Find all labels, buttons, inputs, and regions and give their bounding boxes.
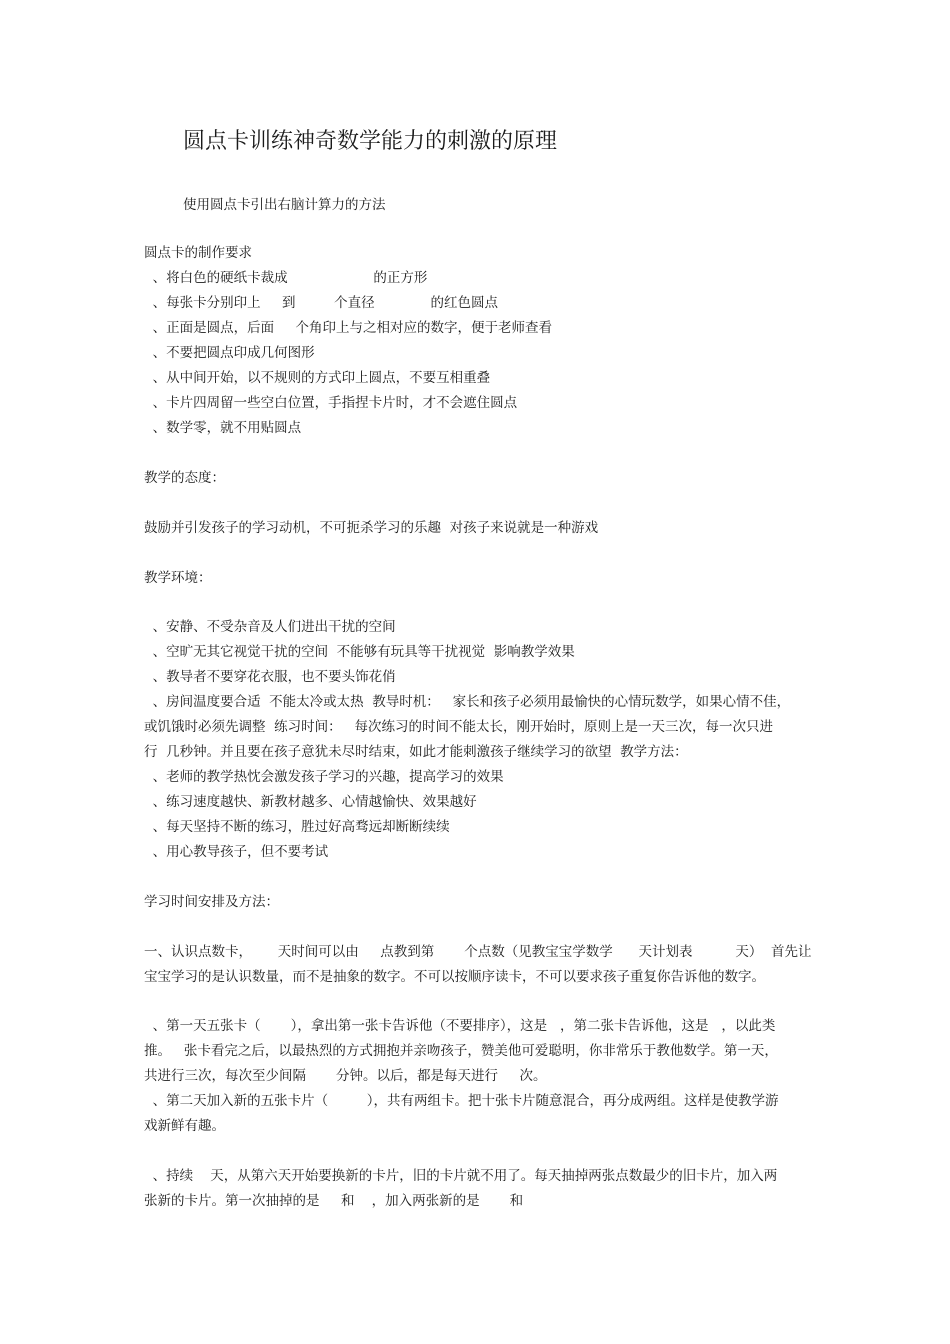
paragraph-line: 行 几秒钟。并且要在孩子意犹未尽时结束，如此才能刺激孩子继续学习的欲望 教学方法： [144,744,688,760]
paragraph: 鼓励并引发孩子的学习动机，不可扼杀学习的乐趣 对孩子来说就是一种游戏 [144,520,599,536]
list-item: 、每天坚持不断的练习，胜过好高骛远却断断续续 [144,819,450,835]
paragraph-line: 、第一天五张卡（ ），拿出第一张卡告诉他（不要排序），这是 ，第二张卡告诉他，这是 ，以此类 [144,1018,776,1034]
list-item: 、不要把圆点印成几何图形 [144,345,315,361]
paragraph-line: 共进行三次，每次至少间隔 分钟。以后，都是每天进行 次。 [144,1068,547,1084]
list-item: 、空旷无其它视觉干扰的空间 不能够有玩具等干扰视觉 影响教学效果 [144,644,575,660]
list-item: 、每张卡分别印上 到 个直径 的红色圆点 [144,295,498,311]
list-item: 、卡片四周留一些空白位置，手指捏卡片时，才不会遮住圆点 [144,395,518,411]
paragraph-line: 一、认识点数卡， 天时间可以由 点教到第 个点数（见教宝宝学数学 天计划表 天） 首先让 [144,944,812,960]
paragraph-line: 或饥饿时必须先调整 练习时间： 每次练习的时间不能太长，刚开始时，原则上是一天三次，每一次只进 [144,719,773,735]
heading-study-schedule: 学习时间安排及方法： [144,894,279,910]
list-item: 、房间温度要合适 不能太冷或太热 教导时机： 家长和孩子必须用最愉快的心情玩数学，如果心情不佳， [144,694,791,710]
paragraph-line: 、持续 天，从第六天开始要换新的卡片，旧的卡片就不用了。每天抽掉两张点数最少的旧卡片，加入两 [144,1168,778,1184]
list-item: 、老师的教学热忱会激发孩子学习的兴趣，提高学习的效果 [144,769,504,785]
heading-card-requirements: 圆点卡的制作要求 [144,245,252,261]
list-item: 、数学零，就不用贴圆点 [144,420,302,436]
list-item: 、安静、不受杂音及人们进出干扰的空间 [144,619,396,635]
list-item: 、用心教导孩子，但不要考试 [144,844,329,860]
list-item: 、教导者不要穿花衣服，也不要头饰花俏 [144,669,396,685]
heading-teaching-environment: 教学环境： [144,570,212,586]
list-item: 、正面是圆点，后面 个角印上与之相对应的数字，便于老师查看 [144,320,553,336]
paragraph-line: 宝宝学习的是认识数量，而不是抽象的数字。不可以按顺序读卡，不可以要求孩子重复你告诉他的数字。 [144,969,765,985]
paragraph-line: 推。 张卡看完之后，以最热烈的方式拥抱并亲吻孩子，赞美他可爱聪明，你非常乐于教他数学。第一天， [144,1043,778,1059]
heading-teaching-attitude: 教学的态度： [144,470,225,486]
list-item: 、将白色的硬纸卡裁成 的正方形 [144,270,428,286]
list-item: 、从中间开始，以不规则的方式印上圆点，不要互相重叠 [144,370,491,386]
paragraph-line: 、第二天加入新的五张卡片（ ），共有两组卡。把十张卡片随意混合，再分成两组。这样是使教学游 [144,1093,779,1109]
list-item: 、练习速度越快、新教材越多、心情越愉快、效果越好 [144,794,477,810]
paragraph-line: 张新的卡片。第一次抽掉的是 和 ，加入两张新的是 和 [144,1193,524,1209]
page-title: 圆点卡训练神奇数学能力的刺激的原理 [183,129,558,154]
subtitle: 使用圆点卡引出右脑计算力的方法 [183,197,386,213]
paragraph-line: 戏新鲜有趣。 [144,1118,225,1134]
